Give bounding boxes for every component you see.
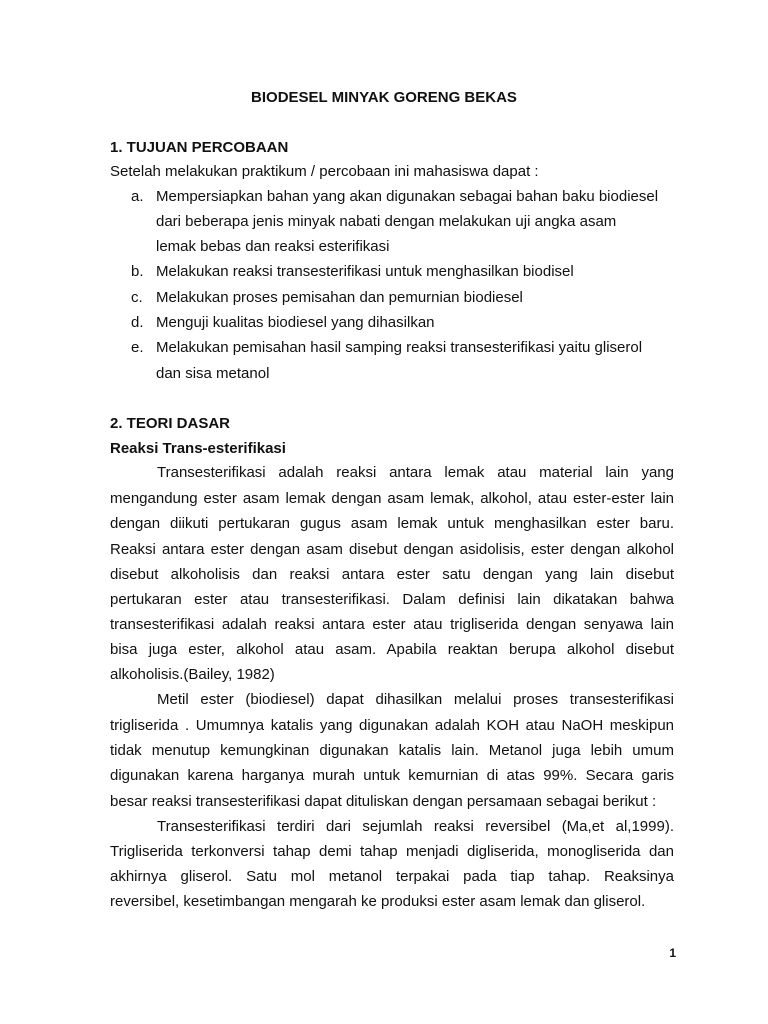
- paragraph-1-line-1: Transesterifikasi adalah reaksi antara lemak atau material lain yang: [157, 464, 674, 481]
- list-item-letter-d: d.: [131, 314, 144, 331]
- paragraph-1-line-3: dengan diikuti pertukaran gugus asam lemak untuk menghasilkan ester baru.: [110, 515, 674, 532]
- paragraph-2-line-5: besar reaksi transesterifikasi dapat dituliskan dengan persamaan sebagai berikut :: [110, 793, 657, 810]
- list-item-e-line-2: dan sisa metanol: [156, 365, 270, 382]
- paragraph-1-line-7: transesterifikasi adalah reaksi antara ester atau trigliserida dengan senyawa lain: [110, 616, 674, 633]
- list-item-letter-e: e.: [131, 339, 144, 356]
- list-item-letter-b: b.: [131, 263, 144, 280]
- list-item-letter-c: c.: [131, 289, 143, 306]
- section-2-heading: 2. TEORI DASAR: [110, 415, 231, 432]
- paragraph-1-line-6: pertukaran ester atau transesterifikasi. Dalam definisi lain dikatakan bahwa: [110, 591, 674, 608]
- list-item-a-line-3: lemak bebas dan reaksi esterifikasi: [156, 238, 390, 255]
- paragraph-1-line-2: mengandung ester asam lemak dengan asam lemak, alkohol, atau ester-ester lain: [110, 490, 674, 507]
- list-item-letter-a: a.: [131, 188, 144, 205]
- list-item-b-line-1: Melakukan reaksi transesterifikasi untuk menghasilkan biodisel: [156, 263, 574, 280]
- paragraph-3-line-1: Transesterifikasi terdiri dari sejumlah reaksi reversibel (Ma,et al,1999).: [157, 818, 674, 835]
- paragraph-3-line-4: reversibel, kesetimbangan mengarah ke produksi ester asam lemak dan gliserol.: [110, 893, 646, 910]
- list-item-a-line-2: dari beberapa jenis minyak nabati dengan melakukan uji angka asam: [156, 213, 617, 230]
- paragraph-2-line-3: tidak menutup kemungkinan digunakan katalis lain. Metanol juga lebih umum: [110, 742, 674, 759]
- list-item-d-line-1: Menguji kualitas biodiesel yang dihasilkan: [156, 314, 435, 331]
- document-title: BIODESEL MINYAK GORENG BEKAS: [251, 89, 517, 106]
- paragraph-3-line-3: akhirnya gliserol. Satu mol metanol terpakai pada tiap tahap. Reaksinya: [110, 868, 674, 885]
- paragraph-2-line-2: trigliserida . Umumnya katalis yang digunakan adalah KOH atau NaOH meskipun: [110, 717, 674, 734]
- section-1-heading: 1. TUJUAN PERCOBAAN: [110, 139, 289, 156]
- list-item-e-line-1: Melakukan pemisahan hasil samping reaksi transesterifikasi yaitu gliserol: [156, 339, 643, 356]
- paragraph-3-line-2: Trigliserida terkonversi tahap demi tahap menjadi digliserida, monogliserida dan: [110, 843, 674, 860]
- paragraph-1-line-5: disebut alkoholisis dan reaksi antara ester satu dengan yang lain disebut: [110, 566, 674, 583]
- paragraph-1-line-8: bisa juga ester, alkohol atau asam. Apabila reaktan berupa alkohol disebut: [110, 641, 674, 658]
- paragraph-1-line-4: Reaksi antara ester dengan asam disebut dengan asidolisis, ester dengan alkohol: [110, 541, 674, 558]
- section-1-intro: Setelah melakukan praktikum / percobaan ini mahasiswa dapat :: [110, 163, 539, 180]
- list-item-a-line-1: Mempersiapkan bahan yang akan digunakan sebagai bahan baku biodiesel: [156, 188, 659, 205]
- paragraph-1-line-9: alkoholisis.(Bailey, 1982): [110, 666, 275, 683]
- list-item-c-line-1: Melakukan proses pemisahan dan pemurnian biodiesel: [156, 289, 523, 306]
- section-2-subheading: Reaksi Trans-esterifikasi: [110, 440, 286, 457]
- paragraph-2-line-1: Metil ester (biodiesel) dapat dihasilkan melalui proses transesterifikasi: [157, 691, 674, 708]
- page-number: 1: [669, 946, 676, 960]
- paragraph-2-line-4: digunakan karena harganya murah untuk kemurnian di atas 99%. Secara garis: [110, 767, 674, 784]
